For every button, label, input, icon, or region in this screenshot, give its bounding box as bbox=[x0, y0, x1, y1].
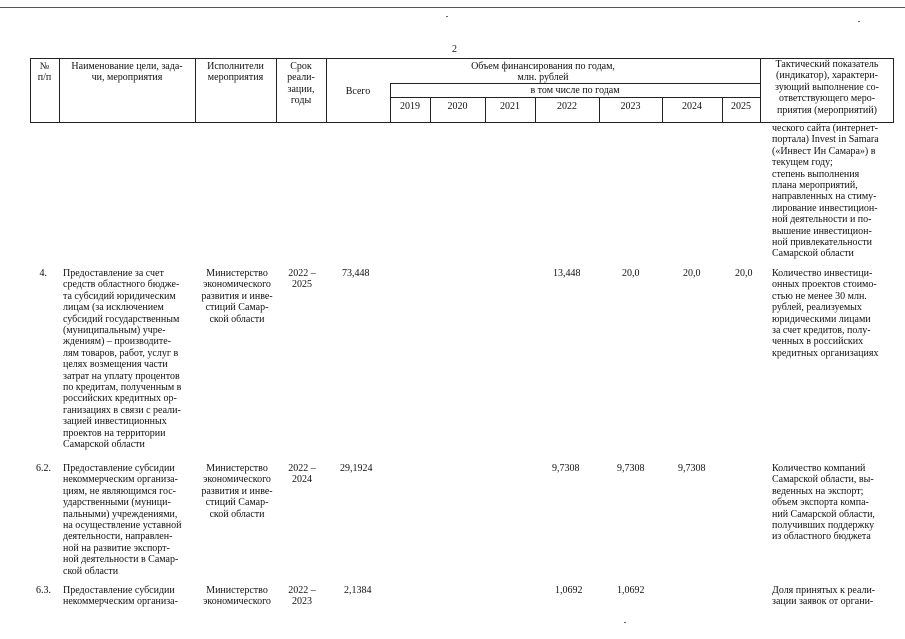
header-year-2022: 2022 bbox=[557, 101, 577, 112]
header-year-2021: 2021 bbox=[500, 101, 520, 112]
row-indicator: Количество компаний Самарской области, вы- веденных на экспорт; объем экспорта компа- ний Самарской области, получивших поддержку из областного бюджета bbox=[772, 463, 875, 543]
row-2024: 9,7308 bbox=[678, 463, 706, 474]
row-term: 2022 – 2025 bbox=[288, 268, 316, 291]
row-2022: 9,7308 bbox=[552, 463, 580, 474]
header-year-2019: 2019 bbox=[400, 101, 420, 112]
scan-edge-line bbox=[0, 7, 905, 8]
header-year-2025: 2025 bbox=[731, 101, 751, 112]
header-executors: Исполнители мероприятия bbox=[207, 61, 264, 84]
row-2023: 1,0692 bbox=[617, 585, 645, 596]
header-year-2023: 2023 bbox=[620, 101, 641, 112]
scan-speck bbox=[858, 21, 860, 22]
row-name: Предоставление за счет средств областного бюдже- та субсидий юридическим лицам (за исключением субсидий государственным (муниципальным) учре- ждениям) – производите- лям товаров, работ, услуг в целях возмещения части затрат на уплату процентов по кредитам, полученным в российских кредитных ор- ганизациях в связи с реали- зацией инвестиционных проектов на территории Самарской области bbox=[63, 268, 182, 451]
row-2025: 20,0 bbox=[735, 268, 753, 279]
row-num: 6.3. bbox=[36, 585, 51, 596]
row-num: 6.2. bbox=[36, 463, 51, 474]
header-financing: Объем финансирования по годам, млн. рублей bbox=[471, 61, 615, 84]
header-indicator: Тактический показатель (индикатор), характери- зующий выполнение со- ответствующего меро- приятия (мероприятий) bbox=[775, 59, 879, 116]
header-num: № п/п bbox=[37, 61, 52, 84]
row-indicator: Количество инвестици- онных проектов стоимо- стью не менее 30 млн. рублей, реализуемых юридическими лицами за счет кредитов, полу- ченных в российских кредитных организациях bbox=[772, 268, 879, 359]
page-number: 2 bbox=[452, 44, 457, 55]
row-name: Предоставление субсидии некоммерческим организа- циям, не являющимся гос- ударственными (муници- пальными) учреждениями, на осуществление уставной деятельности, направлен- ной на развитие экспорт- ной деятельности в Самар- ской области bbox=[63, 463, 182, 577]
row-num: 4. bbox=[39, 268, 47, 279]
row-2024: 20,0 bbox=[683, 268, 701, 279]
row-2022: 1,0692 bbox=[555, 585, 583, 596]
header-year-2020: 2020 bbox=[447, 101, 468, 112]
row-2023: 20,0 bbox=[622, 268, 640, 279]
row-term: 2022 – 2024 bbox=[288, 463, 316, 486]
row-2022: 13,448 bbox=[553, 268, 581, 279]
row-term: 2022 – 2023 bbox=[288, 585, 316, 608]
header-term: Срок реали- зации, годы bbox=[287, 61, 315, 107]
row-executor: Министерство экономического bbox=[203, 585, 271, 608]
row-indicator: Доля принятых к реали- зации заявок от органи- bbox=[772, 585, 876, 608]
row-total: 29,1924 bbox=[340, 463, 373, 474]
header-name: Наименование цели, зада- чи, мероприятия bbox=[71, 61, 183, 84]
row-executor: Министерство экономического развития и инве- стиций Самар- ской области bbox=[201, 463, 273, 520]
header-by-year: в том числе по годам bbox=[530, 85, 620, 96]
row-name: Предоставление субсидии некоммерческим организа- bbox=[63, 585, 178, 608]
row-total: 2,1384 bbox=[344, 585, 372, 596]
header-year-2024: 2024 bbox=[682, 101, 702, 112]
scan-speck bbox=[624, 622, 626, 623]
continuation-indicator: ческого сайта (интернет- портала) Invest in Samara («Инвест Ин Самара») в текущем году; степень выполнения плана мероприятий, направленных на стиму- лирование инвестицион- ной деятельности и по- вышение инвестицион- ной привлекательности Самарской области bbox=[772, 123, 879, 260]
header-total: Всего bbox=[345, 86, 371, 97]
row-executor: Министерство экономического развития и инве- стиций Самар- ской области bbox=[201, 268, 273, 325]
row-2023: 9,7308 bbox=[617, 463, 645, 474]
scan-speck bbox=[446, 16, 448, 17]
row-total: 73,448 bbox=[342, 268, 370, 279]
